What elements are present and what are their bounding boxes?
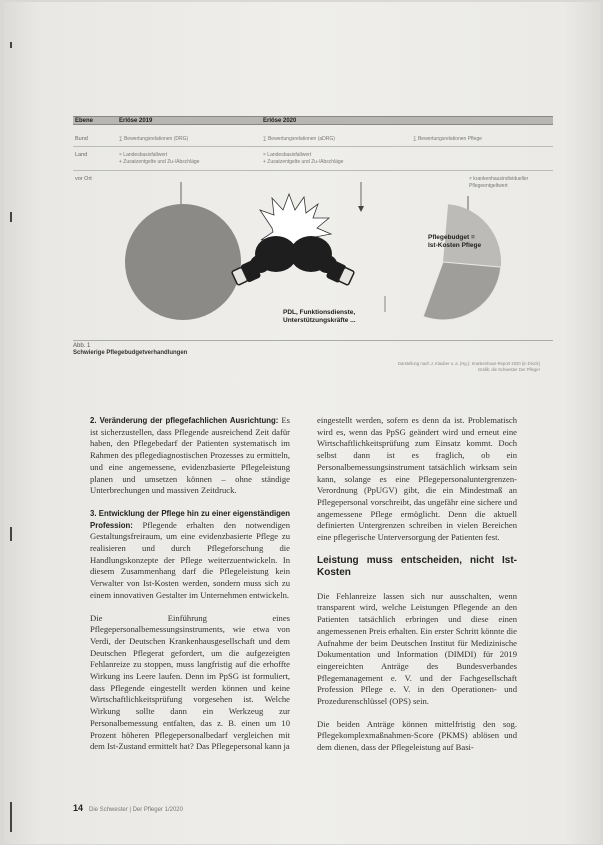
paragraph <box>90 415 290 497</box>
journal-name: Die Schwester | Der Pfleger 1/2020 <box>89 807 183 813</box>
cell-bund-2020b: ∑ Bewertungsrelationen Pflege <box>413 136 482 142</box>
row-label-bund: Bund <box>75 136 88 142</box>
page-number: 14 <box>73 803 84 813</box>
row-label-vor-ort: vor Ort <box>75 176 92 182</box>
header-erloese-2019: Erlöse 2019 <box>119 118 153 124</box>
pie-boxing-illustration <box>73 116 553 336</box>
cell-bund-2019: ∑ Bewertungsrelationen (DRG) <box>119 136 189 142</box>
paragraph: Die beiden Anträge können mittelfristig den sog. Pflegekomplexmaßnahmen-Score (PKMS) ablösen und dem dienen, dass der Pflegeleistung auf Basi- <box>317 718 517 753</box>
cell-land-2020a: × Landesbasisfallwert + Zusatzentgelte und Zu-/Abschläge <box>263 152 344 165</box>
paragraph <box>90 508 290 602</box>
figure-title: Schwierige Pflegebudgetverhandlungen <box>73 350 188 356</box>
section-heading: Leistung muss entscheiden, nicht Ist-Kosten <box>317 554 517 578</box>
row-label-land: Land <box>75 152 88 158</box>
figure-source: Darstellung nach J. Klauber u. a. (Hg.): Krankenhaus-Report 2020 (in Druck) Grafik: die Schwester Der Pfleger <box>398 361 540 372</box>
text-column-right <box>317 415 517 765</box>
pie-2020-pdl-slice <box>423 262 501 320</box>
paragraph-text: Es ist sicherzustellen, dass Pflegende ausreichend Zeit dafür haben, den Pflegebedarf der Patienten systematisch im Rahmen des pflegediagnostischen Prozesses zu ermitteln, und eine angemessene, evidenzbasierte Pflegeleistung planen und umsetzen können – ohne ständige Unterbrechungen und massiven Zeitdruck. <box>90 415 290 496</box>
cell-land-2019: × Landesbasisfallwert + Zusatzentgelte und Zu-/Abschläge <box>119 152 200 165</box>
paragraph: Die Fehlanreize lassen sich nur ausschalten, wenn transparent wird, welche Leistungen Pflegende an den Patienten tatsächlich erbringen und diese einen angemessenen Preis erhalten. Ein erster Schritt könnte die Aufnahme der beim Deutschen Institut für Medizinische Dokumentation und Information (DIMDI) für 2019 eingereichten Anträge des Bundesverbandes Pflegemanagement e. V. und der Fachgesellschaft Profession Pflege e. V. in den Operationen- und Prozedurenschlüssel (OPS) sein. <box>317 590 517 707</box>
figure-caption-rule <box>73 340 553 341</box>
paragraph-text: Die Einführung eines Pflegepersonalbemessungsinstruments, wie etwa von Verdi, der Deutschen Krankenhausgesellschaft und dem Deutschen Pflegerat gefordert, um die aufgezeigten Fehlanreize zu stoppen, muss langfristig auf die erhoffte Wirkung ins Leere laufen. Denn im PpSG ist formuliert, dass Pflegende eingestellt werden können und keine Wirtschaftlichkeitsprüfung vorgesehen ist. Welche Wirkung sollte dann ein Werkzeug zur Personalbemessung entfalten, das z. B. einen um 10 Prozent höheren Pflegepersonalbedarf vergleichen mit dem Ist-Zustand ermittelt hat? Das Pflegepersonal kann ja <box>90 612 290 752</box>
boxing-glove-right-icon <box>290 236 354 285</box>
binding-mark <box>10 212 12 222</box>
cell-vor-ort-2020b: × krankenhausindividueller Pflegeentgeltwert <box>469 176 529 189</box>
label-pflegebudget: Pflegebudget = Ist-Kosten Pflege <box>428 234 482 249</box>
binding-mark <box>10 42 12 48</box>
text-column-left <box>90 415 290 764</box>
binding-mark <box>10 527 12 541</box>
figure-number: Abb. 1 <box>73 343 91 349</box>
page-footer <box>73 803 183 813</box>
header-erloese-2020: Erlöse 2020 <box>263 118 297 124</box>
cell-bund-2020a: ∑ Bewertungsrelationen (aDRG) <box>263 136 335 142</box>
paragraph-lead: 2. Veränderung der pflegefachlichen Ausrichtung: <box>90 416 279 425</box>
label-pdl: PDL, Funktionsdienste, Unterstützungskräfte ... <box>283 309 356 324</box>
binding-mark <box>10 802 12 832</box>
header-ebene: Ebene <box>75 118 94 124</box>
paragraph: eingestellt werden, sofern es denn da ist. Problematisch wird es, wenn das PpSG geändert wird und erneut eine Wirtschaftlichkeitsprüfung zum Einsatz kommt. Doch selbst dann ist es fraglich, ob ein Personalbemessungsinstrument tatsächlich wirksam sein kann, solange es eine Pflegepersonaluntergrenzen-Verordnung (PpUGV) gibt, die ein Mindestmaß an Pflegepersonal vorschreibt, das ungefähr eine sichere und angemessene Pflege ermöglicht. Denn die aktuell definierten Untergrenzen schreiben in vielen Bereichen eine pflegerische Unterversorgung der Patienten fest. <box>317 415 517 543</box>
arrow-head-2020a <box>358 206 364 212</box>
paragraph <box>90 613 290 753</box>
paragraph-text: Pflegende erhalten den notwendigen Gestaltungsfreiraum, um eine evidenzbasierte Pflege zu realisieren und durch Pflegeforschung die Handlungskonzepte der Pflege weiterzuentwickeln. In diesem Zusammenhang darf die Pflegeleistung kein Verwalter von Ist-Kosten werden, sondern muss sich zu einem innovativen Gestalter im Unternehmen entwickeln. <box>90 519 290 600</box>
boxing-glove-left-icon <box>232 236 297 285</box>
paragraph-lead: 3. Entwicklung der Pflege hin zu einer eigenständigen Profession: <box>90 508 290 530</box>
pie-2019 <box>125 204 241 320</box>
pie-2020 <box>423 204 501 320</box>
